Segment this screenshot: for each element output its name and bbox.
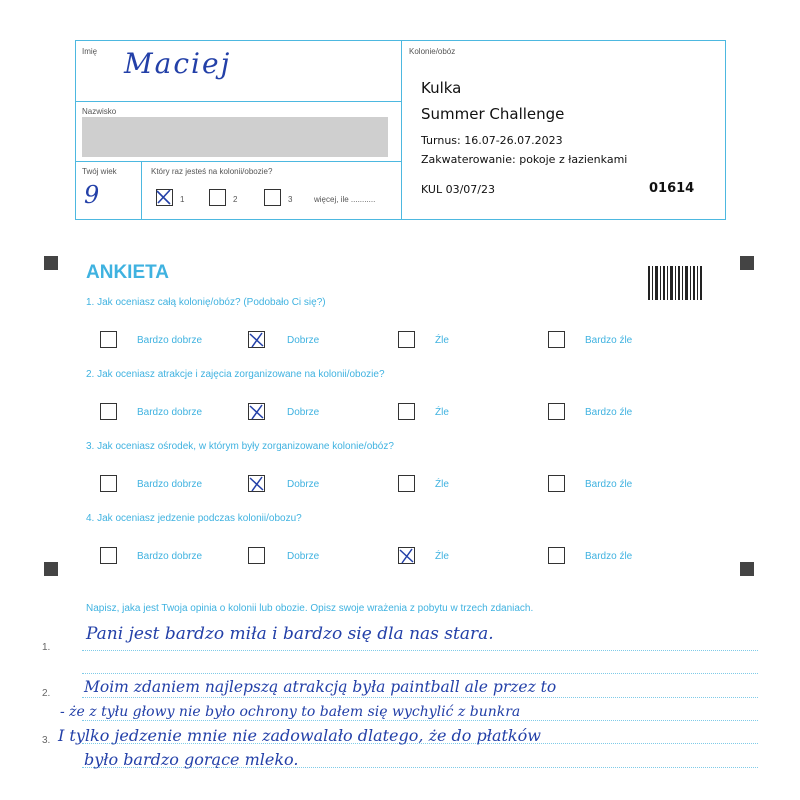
barcode-icon bbox=[648, 266, 702, 300]
age-handwritten: 9 bbox=[84, 181, 100, 209]
camp-code: KUL 03/07/23 bbox=[421, 183, 495, 196]
registration-mark bbox=[44, 562, 58, 576]
opinion-handwriting-1: Pani jest bardzo miła i bardzo się dla nas stara. bbox=[86, 624, 494, 644]
question-2-text: 2. Jak oceniasz atrakcje i zajęcia zorganizowane na kolonii/obozie? bbox=[86, 369, 385, 380]
question-1-checkbox-3[interactable] bbox=[398, 331, 415, 348]
checkmark-x-icon bbox=[248, 331, 265, 348]
camp-label: Kolonie/obóz bbox=[409, 47, 456, 56]
question-1-option-1: Bardzo dobrze bbox=[137, 335, 203, 346]
question-1-checkbox-4[interactable] bbox=[548, 331, 565, 348]
question-3-option-2: Dobrze bbox=[287, 479, 320, 490]
surname-label: Nazwisko bbox=[82, 107, 117, 116]
divider-name bbox=[76, 101, 401, 102]
answer-line bbox=[82, 673, 758, 674]
times-checkbox-2[interactable] bbox=[209, 189, 226, 206]
name-label: Imię bbox=[82, 47, 98, 56]
times-option-3: 3 bbox=[288, 195, 293, 204]
registration-mark bbox=[740, 256, 754, 270]
question-2-option-1: Bardzo dobrze bbox=[137, 407, 203, 418]
divider-age bbox=[141, 161, 142, 219]
times-checkbox-3[interactable] bbox=[264, 189, 281, 206]
question-3-option-3: Źle bbox=[435, 479, 449, 490]
registration-mark bbox=[740, 562, 754, 576]
accommodation: Zakwaterowanie: pokoje z łazienkami bbox=[421, 153, 628, 166]
camp-name-line1: Kulka bbox=[421, 79, 462, 97]
question-2-checkbox-3[interactable] bbox=[398, 403, 415, 420]
times-option-2: 2 bbox=[233, 195, 238, 204]
question-3-checkbox-2[interactable] bbox=[248, 475, 265, 492]
question-2-checkbox-2[interactable] bbox=[248, 403, 265, 420]
question-2-option-3: Źle bbox=[435, 407, 449, 418]
question-3-text: 3. Jak oceniasz ośrodek, w którym były zorganizowane kolonie/obóz? bbox=[86, 441, 394, 452]
question-3-checkbox-4[interactable] bbox=[548, 475, 565, 492]
form-number: 01614 bbox=[649, 181, 695, 196]
opinion-handwriting-3: - że z tyłu głowy nie było ochrony to bałem się wychylić z bunkra bbox=[60, 704, 521, 720]
question-2-checkbox-1[interactable] bbox=[100, 403, 117, 420]
question-1-text: 1. Jak oceniasz całą kolonię/obóz? (Podobało Ci się?) bbox=[86, 297, 326, 308]
line-number-1: 1. bbox=[42, 642, 51, 653]
times-more: więcej, ile ........... bbox=[314, 195, 376, 204]
registration-mark bbox=[44, 256, 58, 270]
checkmark-x-icon bbox=[248, 475, 265, 492]
question-4-option-2: Dobrze bbox=[287, 551, 320, 562]
question-4-checkbox-3[interactable] bbox=[398, 547, 415, 564]
question-2-option-2: Dobrze bbox=[287, 407, 320, 418]
opinion-handwriting-2: Moim zdaniem najlepszą atrakcją była paintball ale przez to bbox=[84, 678, 557, 696]
question-4-option-1: Bardzo dobrze bbox=[137, 551, 203, 562]
answer-line bbox=[82, 720, 758, 721]
checkmark-x-icon bbox=[155, 188, 172, 205]
turnus: Turnus: 16.07-26.07.2023 bbox=[421, 134, 563, 147]
answer-line bbox=[82, 650, 758, 651]
header-divider bbox=[401, 41, 402, 219]
question-2-checkbox-4[interactable] bbox=[548, 403, 565, 420]
question-1-option-2: Dobrze bbox=[287, 335, 320, 346]
name-handwritten: Maciej bbox=[124, 47, 232, 80]
question-4-checkbox-1[interactable] bbox=[100, 547, 117, 564]
times-question: Który raz jesteś na kolonii/obozie? bbox=[151, 167, 273, 176]
header-box bbox=[75, 40, 726, 220]
checkmark-x-icon bbox=[248, 403, 265, 420]
opinion-handwriting-5: było bardzo gorące mleko. bbox=[84, 750, 299, 769]
question-1-option-4: Bardzo źle bbox=[585, 335, 633, 346]
surname-redaction bbox=[82, 117, 388, 157]
question-2-option-4: Bardzo źle bbox=[585, 407, 633, 418]
opinion-handwriting-4: I tylko jedzenie mnie nie zadowalało dlatego, że do płatków bbox=[58, 726, 541, 745]
times-checkbox-1[interactable] bbox=[156, 189, 173, 206]
camp-name-line2: Summer Challenge bbox=[421, 105, 565, 123]
line-number-3: 3. bbox=[42, 735, 51, 746]
checkmark-x-icon bbox=[398, 547, 415, 564]
question-3-option-1: Bardzo dobrze bbox=[137, 479, 203, 490]
question-4-checkbox-4[interactable] bbox=[548, 547, 565, 564]
question-1-option-3: Źle bbox=[435, 335, 449, 346]
question-1-checkbox-1[interactable] bbox=[100, 331, 117, 348]
divider-surname bbox=[76, 161, 401, 162]
question-4-option-3: Źle bbox=[435, 551, 449, 562]
question-3-checkbox-3[interactable] bbox=[398, 475, 415, 492]
answer-line bbox=[82, 697, 758, 698]
question-3-checkbox-1[interactable] bbox=[100, 475, 117, 492]
question-1-checkbox-2[interactable] bbox=[248, 331, 265, 348]
survey-title: ANKIETA bbox=[86, 262, 170, 283]
question-3-option-4: Bardzo źle bbox=[585, 479, 633, 490]
question-4-option-4: Bardzo źle bbox=[585, 551, 633, 562]
line-number-2: 2. bbox=[42, 688, 51, 699]
times-option-1: 1 bbox=[180, 195, 185, 204]
opinion-prompt: Napisz, jaka jest Twoja opinia o kolonii lub obozie. Opisz swoje wrażenia z pobytu w trzech zdaniach. bbox=[86, 603, 534, 614]
question-4-text: 4. Jak oceniasz jedzenie podczas kolonii/obozu? bbox=[86, 513, 302, 524]
question-4-checkbox-2[interactable] bbox=[248, 547, 265, 564]
age-label: Twój wiek bbox=[82, 167, 117, 176]
